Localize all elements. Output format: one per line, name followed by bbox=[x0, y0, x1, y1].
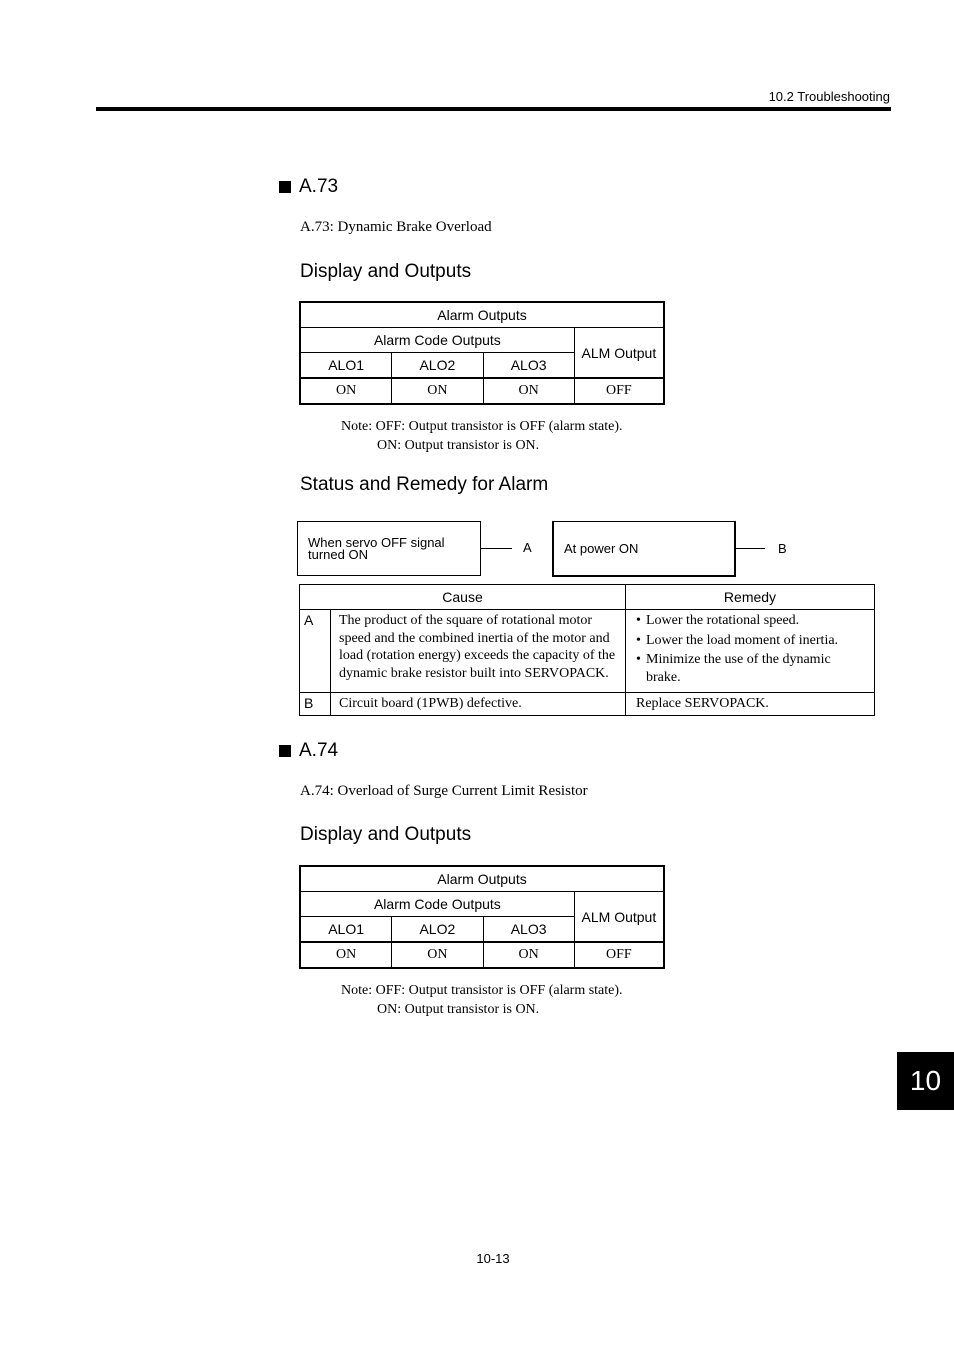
remedy-cell: Replace SERVOPACK. bbox=[626, 693, 875, 716]
section-title-text: A.74 bbox=[299, 740, 339, 761]
column-header: ALO2 bbox=[392, 917, 483, 943]
column-header: ALO2 bbox=[392, 353, 483, 379]
connector-line bbox=[481, 548, 512, 549]
alarm-description: A.74: Overload of Surge Current Limit Resistor bbox=[300, 783, 588, 799]
remedy-header: Remedy bbox=[626, 585, 875, 610]
table-row bbox=[300, 693, 875, 716]
alarm-outputs-header: Alarm Outputs bbox=[300, 302, 664, 328]
note-line: Note: OFF: Output transistor is OFF (alarm state). bbox=[341, 983, 623, 998]
alarm-description: A.73: Dynamic Brake Overload bbox=[300, 219, 492, 235]
status-tag: A bbox=[523, 540, 532, 555]
table-cell: ON bbox=[483, 378, 574, 404]
column-header: ALO1 bbox=[300, 917, 392, 943]
alarm-code-outputs-header: Alarm Code Outputs bbox=[300, 328, 574, 353]
running-header: 10.2 Troubleshooting bbox=[768, 89, 890, 104]
cause-cell: Circuit board (1PWB) defective. bbox=[331, 693, 626, 716]
table-cell: OFF bbox=[574, 378, 664, 404]
table-row bbox=[300, 610, 875, 693]
alarm-outputs-table bbox=[299, 301, 665, 405]
column-header: ALO3 bbox=[483, 917, 574, 943]
section-title-text: A.73 bbox=[299, 176, 339, 197]
cause-header: Cause bbox=[300, 585, 626, 610]
note-line: ON: Output transistor is ON. bbox=[377, 1002, 540, 1017]
remedy-item: • Lower the load moment of inertia. bbox=[636, 632, 839, 648]
alm-output-header: ALM Output bbox=[574, 328, 664, 379]
status-remedy-heading: Status and Remedy for Alarm bbox=[300, 474, 549, 495]
column-header: ALO1 bbox=[300, 353, 392, 379]
table-cell: ON bbox=[483, 942, 574, 968]
square-bullet-icon bbox=[279, 745, 291, 757]
status-box-servo-off bbox=[297, 521, 481, 576]
status-box-text: When servo OFF signal turned ON bbox=[308, 534, 445, 562]
remedy-item: • Minimize the use of the dynamic brake. bbox=[636, 652, 831, 685]
display-outputs-heading: Display and Outputs bbox=[300, 824, 472, 845]
square-bullet-icon bbox=[279, 181, 291, 193]
chapter-tab: 10 bbox=[897, 1052, 954, 1110]
output-note bbox=[341, 981, 623, 1019]
column-header: ALO3 bbox=[483, 353, 574, 379]
table-cell: ON bbox=[392, 378, 483, 404]
alarm-outputs-table bbox=[299, 865, 665, 969]
cause-cell: The product of the square of rotational motor speed and the combined inertia of the motor and load (rotation energy) exceeds the capacity of the dynamic brake resistor built into SERVOPACK. bbox=[331, 610, 626, 693]
section-title-a73 bbox=[279, 176, 338, 198]
status-box-text: At power ON bbox=[564, 540, 639, 556]
table-cell: OFF bbox=[574, 942, 664, 968]
alm-output-header: ALM Output bbox=[574, 892, 664, 943]
note-line: Note: OFF: Output transistor is OFF (alarm state). bbox=[341, 419, 623, 434]
header-rule bbox=[96, 107, 891, 111]
remedy-cell bbox=[626, 610, 875, 693]
row-key: A bbox=[300, 610, 331, 693]
display-outputs-heading: Display and Outputs bbox=[300, 261, 472, 282]
alarm-outputs-header: Alarm Outputs bbox=[300, 866, 664, 892]
status-box-power-on bbox=[552, 521, 736, 577]
status-tag: B bbox=[778, 541, 787, 556]
table-cell: ON bbox=[300, 942, 392, 968]
output-note bbox=[341, 417, 623, 455]
section-title-a74 bbox=[279, 740, 338, 762]
cause-remedy-table bbox=[299, 584, 875, 716]
alarm-code-outputs-header: Alarm Code Outputs bbox=[300, 892, 574, 917]
table-cell: ON bbox=[392, 942, 483, 968]
row-key: B bbox=[300, 693, 331, 716]
note-line: ON: Output transistor is ON. bbox=[377, 438, 540, 453]
connector-line bbox=[736, 548, 765, 549]
table-cell: ON bbox=[300, 378, 392, 404]
page-number: 10-13 bbox=[476, 1251, 510, 1266]
remedy-item: • Lower the rotational speed. bbox=[636, 613, 800, 628]
